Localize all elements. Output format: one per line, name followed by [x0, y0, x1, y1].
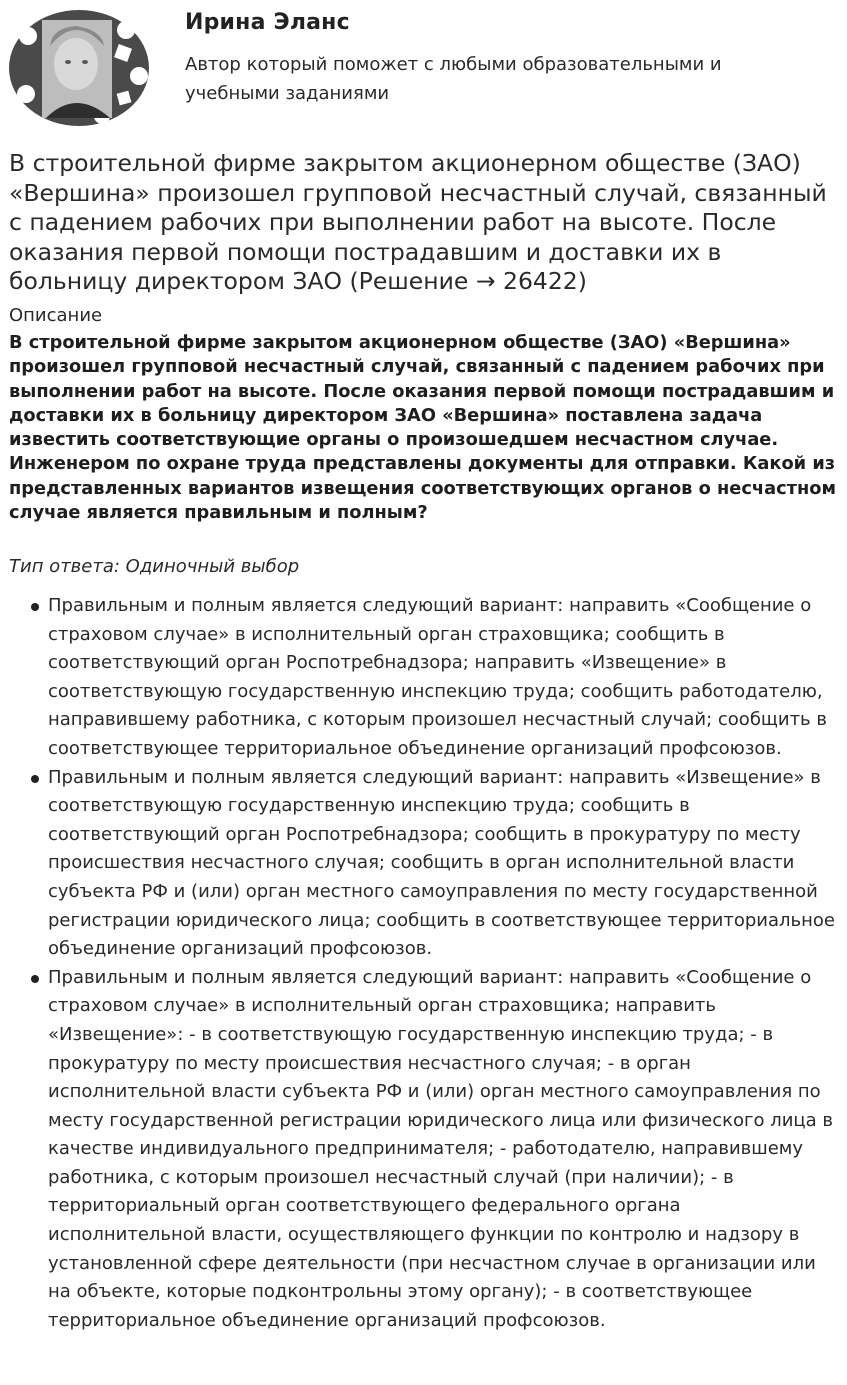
answer-option-text: Правильным и полным является следующий вариант: направить «Сообщение о страховом случае» в исполнительный орган страховщика; сообщить в соответствующий орган Роспотребнадзора; направить «Извещение» в соответствующую государственную инспекцию труда; сообщить работодателю, направившему работника, с которым произошел несчастный случай; сообщить в соответствующее территориальное объединение организаций профсоюзов. — [48, 595, 827, 759]
author-name: Ирина Эланс — [185, 10, 350, 35]
answer-options-list — [0, 592, 847, 1335]
answer-option-text: Правильным и полным является следующий вариант: направить «Сообщение о страховом случае» в исполнительный орган страховщика; направить «Извещение»: - в соответствующую государственную инспекцию труда; - в прокуратуру по месту происшествия несчастного случая; - в орган исполнительной власти субъекта РФ и (или) орган местного самоуправления по месту государственной регистрации юридического лица или физического лица в качестве индивидуального предпринимателя; - работодателю, направившему работника, с которым произошел несчастный случай (при наличии); - в территориальный орган соответствующего федерального органа исполнительной власти, осуществляющего функции по контролю и надзору в установленной сфере деятельности (при несчастном случае в организации или на объекте, которые подконтрольны этому органу); - в соответствующее территориальное объединение организаций профсоюзов. — [48, 966, 834, 1331]
author-card — [0, 0, 847, 140]
answer-option-text: Правильным и полным является следующий вариант: направить «Извещение» в соответствующую государственную инспекцию труда; сообщить в соответствующий орган Роспотребнадзора; сообщить в прокуратуру по месту происшествия несчастного случая; сообщить в орган исполнительной власти субъекта РФ и (или) орган местного самоуправления по месту государственной регистрации юридического лица; сообщить в соответствующее территориальное объединение организаций профсоюзов. — [48, 766, 835, 960]
answer-type: Тип ответа: Одиночный выбор — [9, 556, 300, 577]
author-description: Автор который поможет с любыми образовательными и учебными заданиями — [185, 54, 722, 104]
bullet-icon — [31, 975, 39, 983]
bullet-icon — [31, 775, 39, 783]
description-text: В строительной фирме закрытом акционерном обществе (ЗАО) «Вершина» произошел групповой несчастный случай, связанный с падением рабочих при выполнении работ на высоте. После оказания первой помощи пострадавшим и доставки их в больницу директором ЗАО «Вершина» поставлена задача известить соответствующие органы о произошедшем несчастном случае. Инженером по охране труда представлены документы для отправки. Какой из представленных вариантов извещения соответствующих органов о несчастном случае является правильным и полным? — [9, 332, 836, 524]
description-label: Описание — [9, 305, 103, 326]
answer-option — [0, 764, 847, 964]
bullet-icon — [31, 603, 39, 611]
author-avatar — [6, 6, 152, 130]
answer-option — [0, 964, 847, 1336]
answer-option — [0, 592, 847, 764]
task-title: В строительной фирме закрытом акционерном обществе (ЗАО) «Вершина» произошел групповой несчастный случай, связанный с падением рабочих при выполнении работ на высоте. После оказания первой помощи пострадавшим и доставки их в больницу директором ЗАО (Решение → 26422) — [9, 149, 827, 295]
